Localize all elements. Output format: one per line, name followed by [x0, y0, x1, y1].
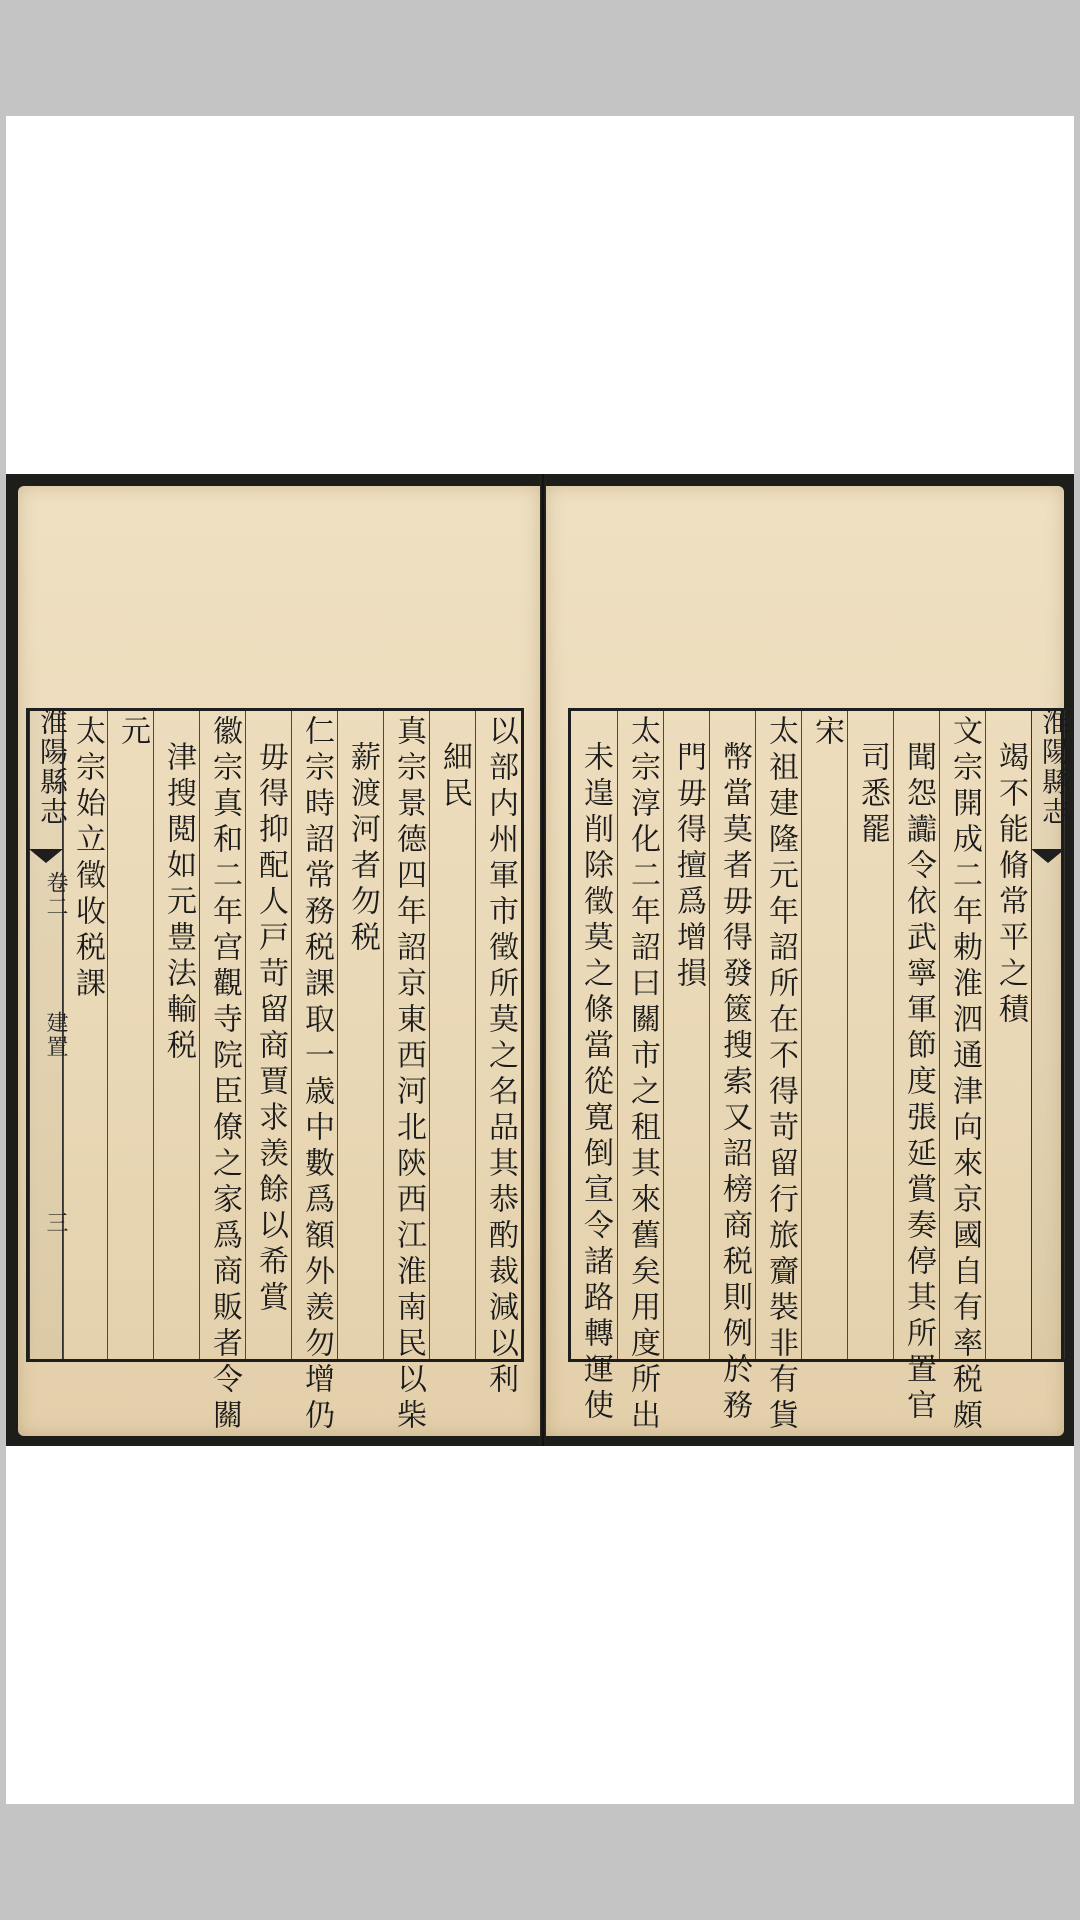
text-column [847, 711, 893, 1359]
left-page [18, 486, 540, 1436]
text-column-content: 宋 [809, 715, 844, 751]
fish-tail-mark-icon [1031, 849, 1065, 863]
book-title: 淮陽縣志 [1038, 707, 1071, 827]
scanned-book-spread [6, 474, 1074, 1446]
fish-tail-mark-icon [29, 849, 63, 863]
text-column-content: 文宗開成二年勅淮泗通津向來京國自有率税頗 [947, 715, 982, 1435]
text-column [291, 711, 337, 1435]
page-margin-band [29, 707, 69, 1359]
text-column-content: 真宗景德四年詔京東西河北陝西江淮南民以柴 [391, 715, 426, 1435]
right-page [546, 486, 1071, 1436]
text-column-content: 細民 [437, 741, 472, 813]
text-column [571, 711, 617, 1425]
text-column [429, 711, 475, 1359]
text-column [617, 711, 663, 1435]
text-column-content: 司悉罷 [855, 741, 890, 849]
text-column-content: 元 [115, 715, 150, 751]
text-column-content: 徽宗真和二年宫觀寺院臣僚之家爲商販者令關 [207, 715, 242, 1435]
section-label: 建置 [43, 1011, 68, 1059]
book-title: 淮陽縣志 [36, 707, 69, 827]
text-column-content: 仁宗時詔常務税課取一歳中數爲額外羨勿增仍 [299, 715, 334, 1435]
text-column [939, 711, 985, 1435]
text-column [709, 711, 755, 1425]
text-column [755, 711, 801, 1435]
text-column [337, 711, 383, 1359]
text-column [153, 711, 199, 1359]
text-column [383, 711, 429, 1435]
volume-label: 卷二 [43, 871, 68, 919]
text-column-content: 太祖建隆元年詔所在不得苛留行旅齎裝非有貨 [763, 715, 798, 1435]
text-column [245, 711, 291, 1359]
text-column-content: 毋得抑配人戸苛留商賈求羡餘以希賞 [253, 741, 288, 1317]
text-column [107, 711, 153, 1359]
text-column-content: 門毋得擅爲增損 [671, 741, 706, 993]
text-column [801, 711, 847, 1359]
text-column-content: 幣當莫者毋得發篋搜索又詔榜商税則例於務 [717, 741, 752, 1425]
text-column-content: 薪渡河者勿税 [345, 741, 380, 957]
text-column [199, 711, 245, 1435]
text-column-content: 太宗始立徵收税課 [70, 715, 105, 1003]
text-column-content: 津搜閲如元豊法輸税 [161, 741, 196, 1065]
text-column [663, 711, 709, 1359]
text-column-content: 竭不能脩常平之積 [993, 741, 1028, 1029]
text-column [985, 711, 1031, 1359]
text-column [893, 711, 939, 1425]
right-page-text-frame [568, 707, 1071, 1435]
page-number: 三 [43, 1211, 68, 1235]
text-column [475, 711, 521, 1399]
text-column-content: 太宗淳化二年詔曰關市之租其來舊矣用度所出 [625, 715, 660, 1435]
text-column-content: 以部内州軍市徵所莫之名品其恭酌裁減以利 [483, 715, 518, 1399]
text-column-content: 未遑削除徵莫之條當從寛倒宣令諸路轉運使 [578, 741, 613, 1425]
page-margin-band [1031, 707, 1071, 1359]
left-page-text-frame [26, 707, 524, 1435]
text-column-content: 聞怨讟令依武寧軍節度張延賞奏停其所置官 [901, 741, 936, 1425]
